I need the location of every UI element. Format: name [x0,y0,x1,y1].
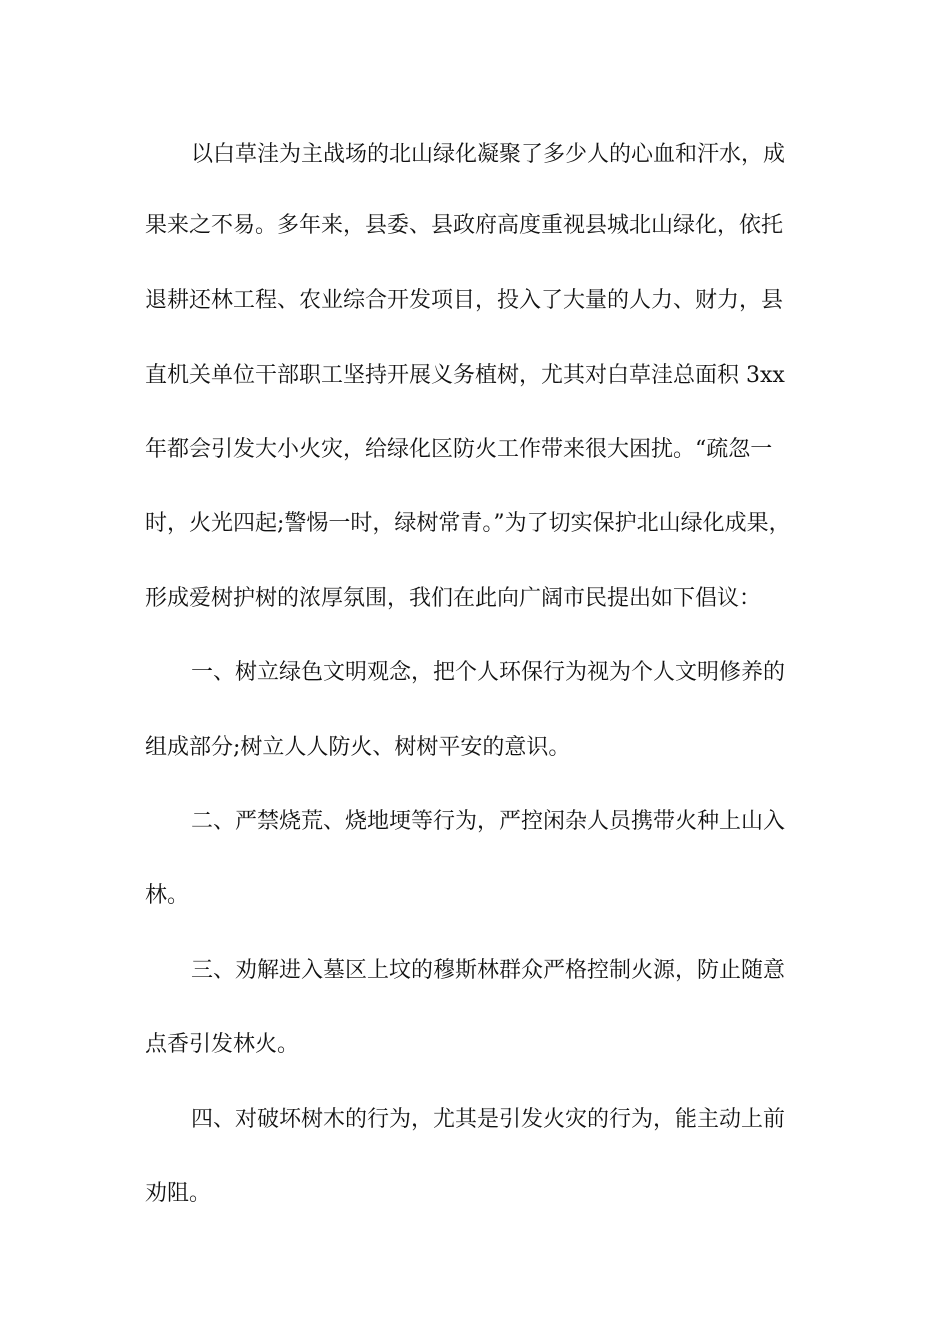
item-1-line-1: 一、树立绿色文明观念，把个人环保行为视为个人文明修养的 [191,660,786,685]
paragraph-1-line-3: 退耕还林工程、农业综合开发项目，投入了大量的人力、财力，县 [145,288,784,313]
item-3-line-1: 三、劝解进入墓区上坟的穆斯林群众严格控制火源，防止随意 [191,958,786,983]
paragraph-1-line-5: 年都会引发大小火灾，给绿化区防火工作带来很大困扰。“疏忽一 [145,437,773,462]
item-2-line-2: 林。 [145,883,190,908]
item-4-line-2: 劝阻。 [145,1181,212,1206]
item-1-line-2: 组成部分;树立人人防火、树树平安的意识。 [145,735,571,760]
item-4-line-1: 四、对破坏树木的行为，尤其是引发火灾的行为，能主动上前 [191,1107,786,1132]
item-3-line-2: 点香引发林火。 [145,1032,300,1057]
paragraph-1-line-2: 果来之不易。多年来，县委、县政府高度重视县城北山绿化，依托 [145,213,784,238]
paragraph-1-line-4: 直机关单位干部职工坚持开展义务植树，尤其对白草洼总面积 3xx [145,363,785,388]
paragraph-1-line-6: 时，火光四起;警惕一时，绿树常青。”为了切实保护北山绿化成果， [145,511,791,536]
paragraph-1-line-7: 形成爱树护树的浓厚氛围，我们在此向广阔市民提出如下倡议： [145,586,762,611]
item-2-line-1: 二、严禁烧荒、烧地埂等行为，严控闲杂人员携带火种上山入 [191,809,786,834]
paragraph-1-line-1: 以白草洼为主战场的北山绿化凝聚了多少人的心血和汗水，成 [191,142,786,167]
